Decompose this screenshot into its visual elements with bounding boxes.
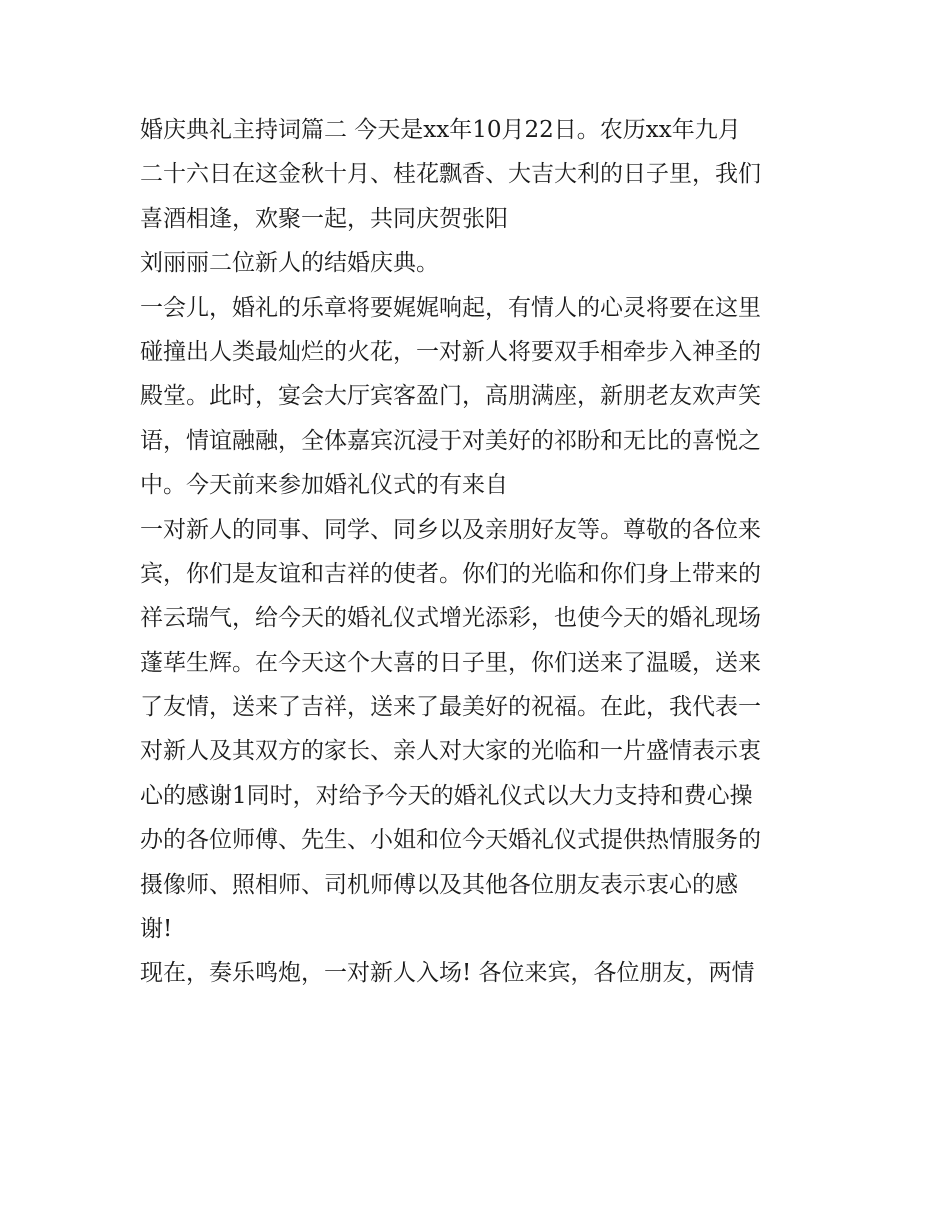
text-line-18: 摄像师、照相师、司机师傅以及其他各位朋友表示衷心的感 [140,871,738,898]
text-line-11: 宾，你们是友谊和吉祥的使者。你们的光临和你们身上带来的 [140,560,761,587]
text-line-5: 一会儿，婚礼的乐章将要娓娓响起，有情人的心灵将要在这里 [140,294,761,321]
text-line-17: 办的各位师傅、先生、小姐和位今天婚礼仪式提供热情服务的 [140,827,761,854]
text-line-6: 碰撞出人类最灿烂的火花，一对新人将要双手相牵步入神圣的 [140,338,761,365]
text-line-16: 心的感谢1同时，对给予今天的婚礼仪式以大力支持和费心操 [140,782,753,809]
text-line-4: 刘丽丽二位新人的结婚庆典。 [140,250,439,277]
text-line-2: 二十六日在这金秋十月、桂花飘香、大吉大利的日子里，我们 [140,161,761,188]
text-line-20: 现在，奏乐鸣炮，一对新人入场! 各位来宾，各位朋友，两情 [140,960,755,987]
text-line-12: 祥云瑞气，给今天的婚礼仪式增光添彩，也使今天的婚礼现场 [140,605,761,632]
text-line-8: 语，情谊融融，全体嘉宾沉浸于对美好的祁盼和无比的喜悦之 [140,427,761,454]
text-line-14: 了友情，送来了吉祥，送来了最美好的祝福。在此，我代表一 [140,694,761,721]
text-line-3: 喜酒相逢，欢聚一起，共同庆贺张阳 [140,205,508,232]
text-line-1: 婚庆典礼主持词篇二 今天是xx年10月22日。农历xx年九月 [140,117,741,143]
text-line-7: 殿堂。此时，宴会大厅宾客盈门，高朋满座，新朋老友欢声笑 [140,383,761,410]
text-line-15: 对新人及其双方的家长、亲人对大家的光临和一片盛情表示衷 [140,738,761,765]
text-line-10: 一对新人的同事、同学、同乡以及亲朋好友等。尊敬的各位来 [140,516,761,543]
text-line-19: 谢! [140,916,173,943]
text-line-9: 中。今天前来参加婚礼仪式的有来自 [140,472,508,499]
document-body [140,108,830,996]
text-line-13: 蓬荜生辉。在今天这个大喜的日子里，你们送来了温暖，送来 [140,649,761,676]
